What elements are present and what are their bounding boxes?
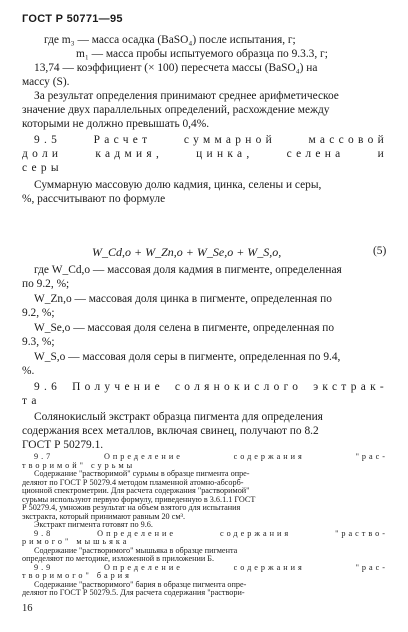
section-heading: творимой" сурьмы	[22, 460, 136, 470]
section-heading: 9.8 Определение содержания "раство-	[34, 528, 388, 538]
text-line: Р 50279.4, умножив результат на объем взятого для испытания	[22, 503, 241, 512]
section-heading: серы	[22, 162, 63, 174]
text-line: 9.3, %;	[22, 336, 55, 348]
text-line: Экстракт пигмента готовят по 9.6.	[34, 520, 153, 529]
text-line: деляют по ГОСТ Р 50279.4 методом пламенной атомно-абсорб-	[22, 477, 244, 487]
text-line: Содержание "растворимого" бария в образце пигмента опре-	[34, 579, 247, 589]
page-number: 16	[22, 603, 33, 614]
section-heading: римого" мышьяка	[22, 537, 130, 546]
text-line: Солянокислый экстракт образца пигмента для определения	[34, 411, 323, 423]
text-line: %, рассчитывают по формуле	[22, 193, 166, 205]
section-heading: доли кадмия, цинка, селена и	[22, 148, 388, 160]
text-line: деляют по ГОСТ Р 50279.5. Для расчета содержания "раствори-	[22, 588, 245, 597]
text-line: Суммарную массовую долю кадмия, цинка, селены и серы,	[34, 179, 322, 191]
section-heading: 9.6 Получение солянокислого экстрак-	[34, 381, 388, 393]
section-heading: 9.9 Определение содержания "рас-	[34, 562, 388, 572]
formula: W_Cd,o + W_Zn,o + W_Se,o + W_S,o,	[92, 245, 282, 259]
text-line: значение двух параллельных определений, расхождение между	[22, 104, 330, 116]
text-line: 13,74 — коэффициент (× 100) пересчета массы (BaSO₄) на	[34, 62, 318, 74]
section-heading: творимого" бария	[22, 571, 132, 580]
text-line: ГОСТ Р 50279.1.	[22, 439, 104, 451]
text-line: %.	[22, 365, 35, 377]
section-heading: 9.7 Определение содержания "рас-	[34, 452, 388, 461]
text-line: За результат определения принимают среднее арифметическое	[34, 90, 339, 102]
text-line: 9.2, %;	[22, 307, 55, 319]
text-line: содержания всех металлов, включая свинец, получают по 8.2	[22, 425, 319, 437]
text-line: Содержание "растворимого" мышьяка в образце пигмента	[34, 545, 238, 555]
text-line: где m₃ — масса осадка (BaSO₄) после испытания, г;	[44, 34, 296, 46]
document-header: ГОСТ Р 50771—95	[22, 13, 123, 25]
text-line: Содержание "растворимой" сурьмы в образце пигмента опре-	[34, 469, 250, 478]
text-line: массу (S).	[22, 76, 70, 88]
section-heading: та	[22, 395, 41, 407]
text-line: ционной спектрометрии. Для расчета содержания "растворимой"	[22, 486, 250, 495]
text-line: m₁ — масса пробы испытуемого образца по 9.3.3, г;	[76, 48, 328, 60]
text-line: W_Zn,o — массовая доля цинка в пигменте, определенная по	[34, 293, 332, 305]
text-line: которыми не должно превышать 0,4%.	[22, 118, 210, 130]
text-line: по 9.2, %;	[22, 278, 70, 290]
text-line: сурьмы используют первую формулу, приведенную в 3.6.1.1 ГОСТ	[22, 494, 256, 504]
text-line: где W_Cd,o — массовая доля кадмия в пигменте, определенная	[34, 264, 342, 276]
text-line: W_S,o — массовая доля серы в пигменте, определенная по 9.4,	[34, 351, 341, 363]
equation-number: (5)	[373, 245, 387, 257]
section-heading: 9.5 Расчет суммарной массовой	[34, 134, 388, 146]
text-line: W_Se,o — массовая доля селена в пигменте, определенная по	[34, 322, 335, 334]
text-line: определяют по методике, изложенной в приложении Б.	[22, 554, 215, 563]
text-line: экстракта, который принимают равным 20 см³.	[22, 511, 186, 521]
